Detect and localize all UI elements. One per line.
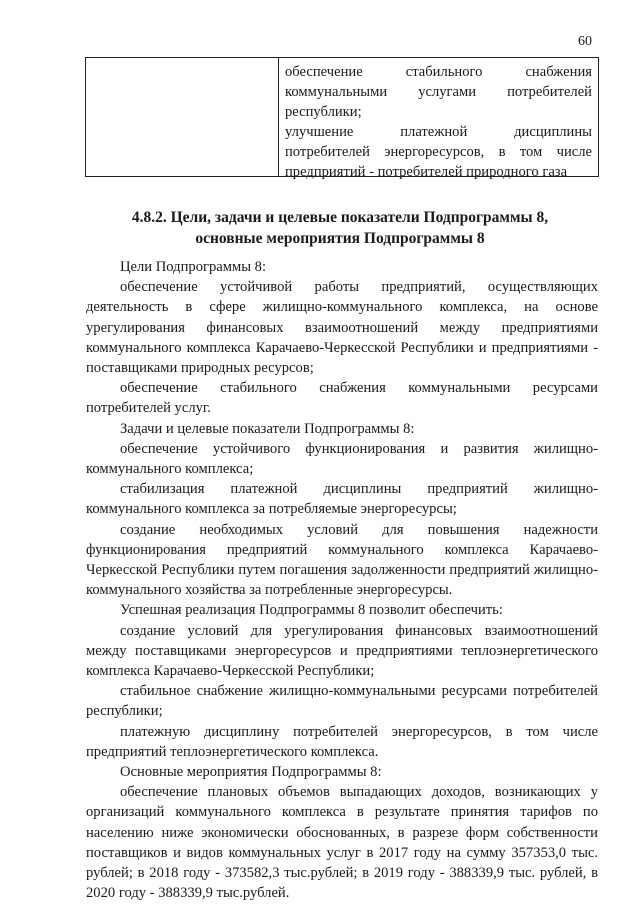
paragraph: Основные мероприятия Подпрограммы 8: <box>120 764 382 781</box>
section-heading-line2: основные мероприятия Подпрограммы 8 <box>195 230 485 247</box>
paragraph: обеспечение устойчивого функционирования и развития жилищно-коммунального комплекса; <box>86 440 598 478</box>
paragraph: обеспечение стабильного снабжения коммунальными ресурсами потребителей услуг. <box>86 380 598 417</box>
paragraph: создание необходимых условий для повышения надежности функционирования предприятий коммунального комплекса Карачаево-Черкесской Республики путем погашения задолженности предприятий жилищно-коммунального хозяйства за потребленные энергоресурсы. <box>86 521 598 599</box>
page-number: 60 <box>578 34 592 49</box>
table-item: обеспечение стабильного снабжения коммунальными услугами потребителей республики; <box>285 64 592 120</box>
continuation-table <box>85 57 599 180</box>
paragraph: стабильное снабжение жилищно-коммунальными ресурсами потребителей республики; <box>86 683 598 720</box>
paragraph: платежную дисциплину потребителей энергоресурсов, в том числе предприятий теплоэнергетического комплекса. <box>86 723 598 760</box>
body-text <box>86 257 598 904</box>
section-heading <box>100 207 580 249</box>
paragraph: создание условий для урегулирования финансовых взаимоотношений между поставщиками энергоресурсов и предприятиями теплоэнергетического комплекса Карачаево-Черкесской Республики; <box>86 622 598 680</box>
paragraph: обеспечение устойчивой работы предприятий, осуществляющих деятельность в сфере жилищно-коммунального комплекса, на основе урегулирования финансовых взаимоотношений между предприятиями коммунального комплекса Карачаево-Черкесской Республики и предприятиями - поставщиками природных ресурсов; <box>86 279 598 377</box>
paragraph: Задачи и целевые показатели Подпрограммы 8: <box>120 420 415 437</box>
table-left-cell <box>86 58 279 176</box>
paragraph: Успешная реализация Подпрограммы 8 позволит обеспечить: <box>120 602 503 619</box>
paragraph: стабилизация платежной дисциплины предприятий жилищно-коммунального комплекса за потребляемые энергоресурсы; <box>86 481 598 518</box>
paragraph: обеспечение плановых объемов выпадающих доходов, возникающих у организаций коммунального комплекса в результате принятия тарифов по населению ниже экономически обоснованных, в разрезе форм собственности поставщиков и видов коммунальных услуг в 2017 году на сумму 357353,0 тыс. рублей; в 2018 году - 373582,3 тыс.рублей; в 2019 году - 388339,9 тыс. рублей, в 2020 году - 388339,9 тыс.рублей. <box>86 784 598 902</box>
table-item: улучшение платежной дисциплины потребителей энергоресурсов, в том числе предприятий - потребителей природного газа <box>285 124 592 180</box>
table-right-cell <box>279 58 598 180</box>
section-heading-line1: 4.8.2. Цели, задачи и целевые показатели Подпрограммы 8, <box>131 209 549 226</box>
paragraph: Цели Подпрограммы 8: <box>120 259 267 275</box>
